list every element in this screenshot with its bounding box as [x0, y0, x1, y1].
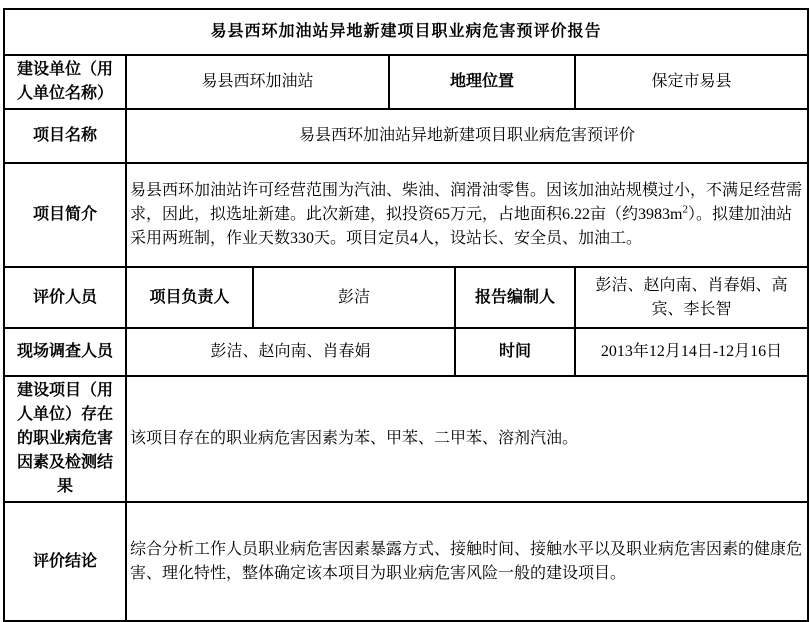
survey-staff-value: 彭洁、赵向南、肖春娟 — [126, 328, 455, 376]
report-document — [3, 8, 807, 622]
project-name-label: 项目名称 — [4, 109, 126, 163]
project-name-value: 易县西环加油站异地新建项目职业病危害预评价 — [126, 109, 808, 163]
report-compiler-value: 彭洁、赵向南、肖春娟、高宾、李长智 — [575, 267, 808, 328]
conclusion-label: 评价结论 — [4, 502, 126, 621]
hazard-factors-label: 建设项目（用人单位）存在的职业病危害因素及检测结果 — [4, 376, 126, 502]
hazard-factors-value: 该项目存在的职业病危害因素为苯、甲苯、二甲苯、溶剂汽油。 — [126, 376, 808, 502]
square-meter-superscript: 2 — [682, 203, 688, 216]
unit-value: 易县西环加油站 — [126, 55, 389, 109]
report-compiler-label: 报告编制人 — [455, 267, 575, 328]
conclusion-value: 综合分析工作人员职业病危害因素暴露方式、接触时间、接触水平以及职业病危害因素的健康危害、理化特性，整体确定该本项目为职业病危害风险一般的建设项目。 — [126, 502, 808, 621]
report-table — [3, 8, 809, 622]
survey-staff-label: 现场调查人员 — [4, 328, 126, 376]
project-leader-value: 彭洁 — [253, 267, 455, 328]
project-leader-label: 项目负责人 — [126, 267, 253, 328]
unit-label: 建设单位（用人单位名称） — [4, 55, 126, 109]
project-intro-label: 项目简介 — [4, 163, 126, 267]
report-title: 易县西环加油站异地新建项目职业病危害预评价报告 — [4, 9, 808, 55]
evaluators-label: 评价人员 — [4, 267, 126, 328]
project-intro-text-part1: 易县西环加油站许可经营范围为汽油、柴油、润滑油零售。因该加油站规模过小，不满足经营需求，因此，拟选址新建。此次新建，拟投资65万元，占地面积6.22亩（约3983m — [130, 182, 803, 223]
project-intro-value — [126, 163, 808, 267]
project-intro-text-part2: ）。拟建加油站采用两班制，作业天数330天。项目定员4人，设站长、安全员、加油工。 — [130, 206, 792, 247]
survey-time-label: 时间 — [455, 328, 575, 376]
location-label: 地理位置 — [389, 55, 575, 109]
location-value: 保定市易县 — [575, 55, 808, 109]
survey-time-value: 2013年12月14日-12月16日 — [575, 328, 808, 376]
